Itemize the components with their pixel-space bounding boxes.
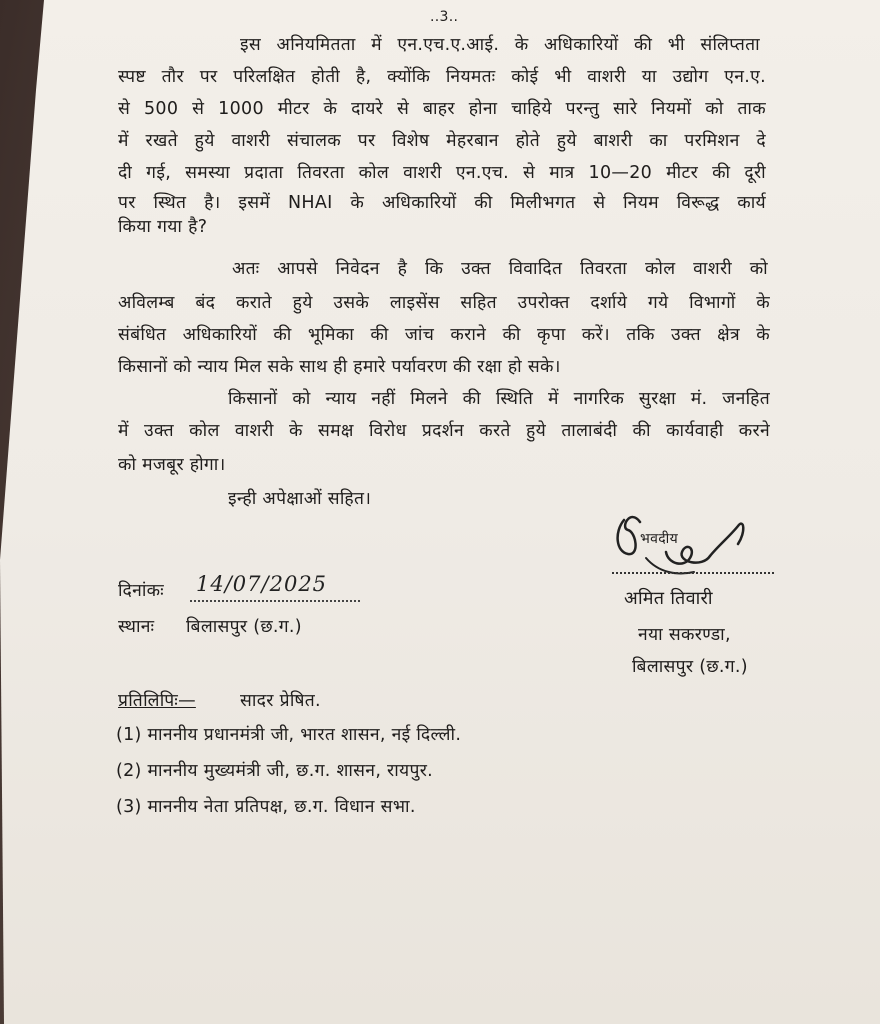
copy-suffix: सादर प्रेषित. <box>240 691 321 711</box>
para1-line7: किया गया है? <box>118 217 208 237</box>
para2-line2: अविलम्ब बंद कराते हुये उसके लाइसेंस सहित उपरोक्त दर्शाये गये विभागों के <box>118 293 770 313</box>
date-label: दिनांकः <box>118 581 164 601</box>
signature-salutation: भवदीय <box>640 531 679 547</box>
signer-address-line1: नया सकरण्डा, <box>638 625 731 645</box>
signer-address-line2: बिलासपुर (छ.ग.) <box>632 657 748 677</box>
closing-line: इन्ही अपेक्षाओं सहित। <box>228 489 372 509</box>
copy-item-2: (2) माननीय मुख्यमंत्री जी, छ.ग. शासन, रायपुर. <box>116 761 434 781</box>
copy-item-3: (3) माननीय नेता प्रतिपक्ष, छ.ग. विधान सभा. <box>116 797 416 817</box>
para2-line1: अतः आपसे निवेदन है कि उक्त विवादित तिवरता कोल वाशरी को <box>232 259 768 279</box>
para1-line3: से 500 से 1000 मीटर के दायरे से बाहर होना चाहिये परन्तु सारे नियमों को ताक <box>118 99 766 119</box>
para3-line1: किसानों को न्याय नहीं मिलने की स्थिति में नागरिक सुरक्षा मं. जनहित <box>228 389 770 409</box>
para1-line5: दी गई, समस्या प्रदाता तिवरता कोल वाशरी एन.एच. से मात्र 10—20 मीटर की दूरी <box>118 163 766 183</box>
handwritten-signature <box>606 502 781 582</box>
para3-line2: में उक्त कोल वाशरी के समक्ष विरोध प्रदर्शन करते हुये तालाबंदी की कार्यवाही करने <box>118 421 770 441</box>
copy-label: प्रतिलिपिः— <box>118 691 196 711</box>
para1-line2: स्पष्ट तौर पर परिलक्षित होती है, क्योंकि नियमतः कोई भी वाशरी या उद्योग एन.ए. <box>118 67 766 87</box>
para1-line6: पर स्थित है। इसमें NHAI के अधिकारियों की मिलीभगत से नियम विरूद्ध कार्य <box>118 193 766 213</box>
para3-line3: को मजबूर होगा। <box>118 455 226 475</box>
page-number: ..3.. <box>430 9 459 25</box>
date-dotted-line <box>190 600 360 602</box>
para2-line3: संबंधित अधिकारियों की भूमिका की जांच कराने की कृपा करें। तकि उक्त क्षेत्र के <box>118 325 770 345</box>
signer-name: अमित तिवारी <box>624 588 713 609</box>
signature-dotted-line <box>612 572 774 574</box>
para1-line1: इस अनियमितता में एन.एच.ए.आई. के अधिकारियों की भी संलिप्तता <box>240 35 760 55</box>
para2-line4: किसानों को न्याय मिल सके साथ ही हमारे पर्यावरण की रक्षा हो सके। <box>118 357 561 377</box>
place-value: बिलासपुर (छ.ग.) <box>186 617 302 637</box>
place-label: स्थानः <box>118 617 155 637</box>
date-value: 14/07/2025 <box>196 572 328 596</box>
copy-item-1: (1) माननीय प्रधानमंत्री जी, भारत शासन, नई दिल्ली. <box>116 725 462 745</box>
para1-line4: में रखते हुये वाशरी संचालक पर विशेष मेहरबान होते हुये बाशरी का परमिशन दे <box>118 131 766 151</box>
